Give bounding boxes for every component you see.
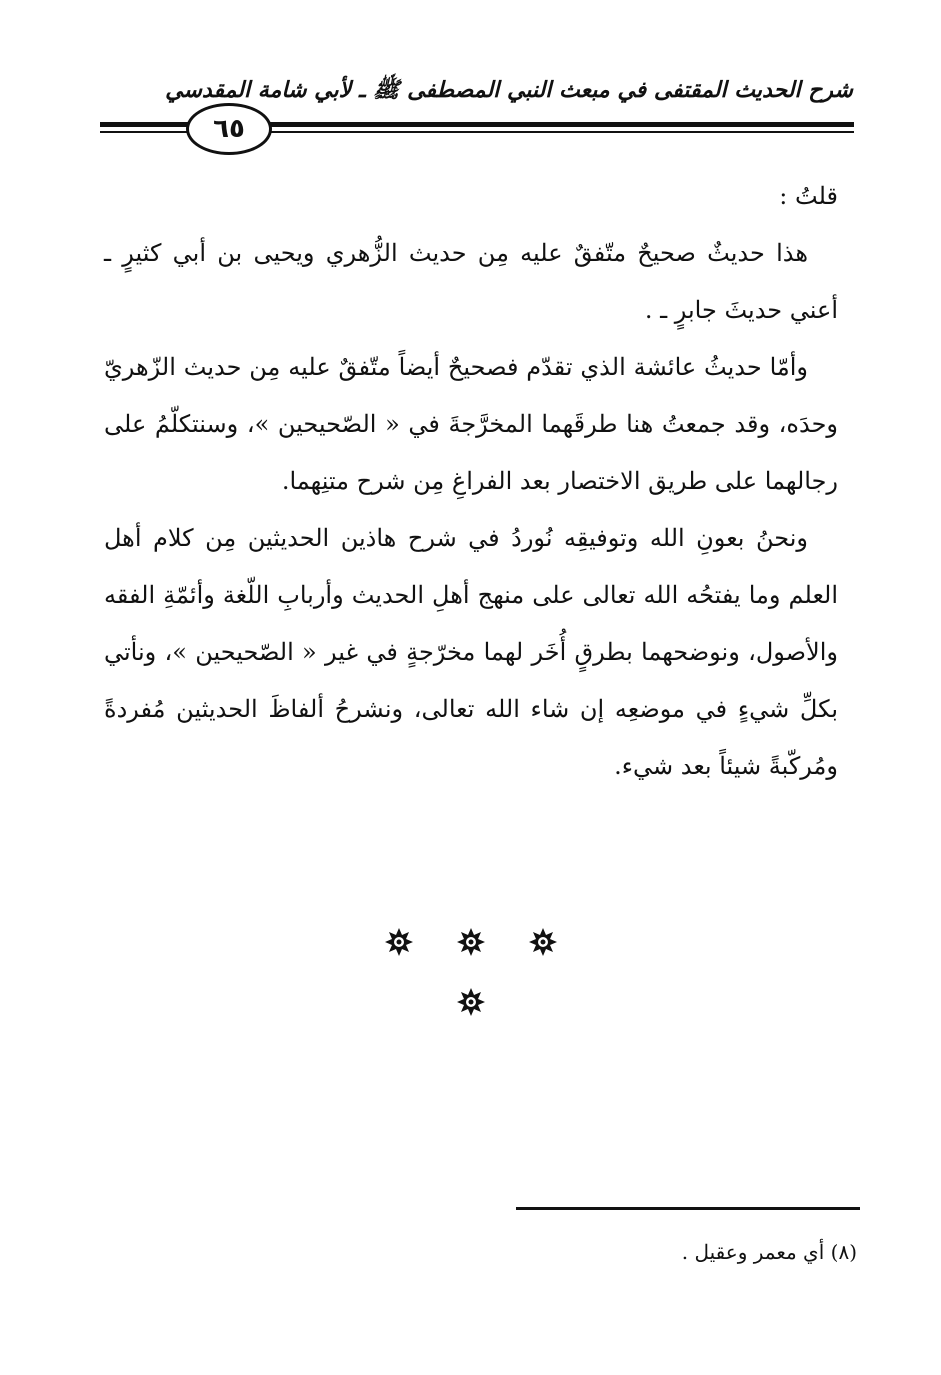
running-title: شرح الحديث المقتفى في مبعث النبي المصطفى ﷺ ـ لأبي شامة المقدسي	[165, 77, 853, 103]
footnote: (٨) أي معمر وعقيل .	[681, 1240, 857, 1264]
floral-star-icon	[385, 928, 413, 956]
paragraph-2: وأمّا حديثُ عائشة الذي تقدّم فصحيحٌ أيضاً متّفقٌ عليه مِن حديث الزّهريّ وحدَه، وقد جمعتُ هنا طرقَهما المخرَّجةَ في « الصّحيحين »، وسنتكلّمُ على رجالهما على طريق الاختصار بعد الفراغِ مِن شرح متنِهما.	[104, 353, 838, 495]
footnote-separator	[516, 1207, 860, 1210]
page-number: ٦٥	[186, 103, 272, 155]
ornament-row-bottom	[0, 988, 941, 1028]
ornament-row-top	[0, 928, 941, 968]
main-text	[104, 168, 838, 795]
section-heading: قلتُ :	[779, 182, 838, 210]
floral-star-icon	[457, 928, 485, 956]
floral-star-icon	[457, 988, 485, 1016]
floral-star-icon	[529, 928, 557, 956]
paragraph-3: ونحنُ بعونِ الله وتوفيقِه نُوردُ في شرح هاذين الحديثين مِن كلام أهل العلم وما يفتحُه الله تعالى على منهج أهلِ الحديث وأربابِ اللّغة وأئمّةِ الفقه والأصول، ونوضحهما بطرقٍ أُخَر لهما مخرّجةٍ في غير « الصّحيحين »، ونأتي بكلِّ شيءٍ في موضعِه إن شاء الله تعالى، ونشرحُ ألفاظَ الحديثين مُفردةً ومُركّبةً شيئاً بعد شيء.	[104, 524, 838, 780]
paragraph-1: هذا حديثٌ صحيحٌ متّفقٌ عليه مِن حديث الزُّهري ويحيى بن أبي كثيرٍ ـ أعني حديثَ جابرٍ ـ .	[104, 239, 838, 324]
ornament-divider	[0, 928, 941, 1048]
